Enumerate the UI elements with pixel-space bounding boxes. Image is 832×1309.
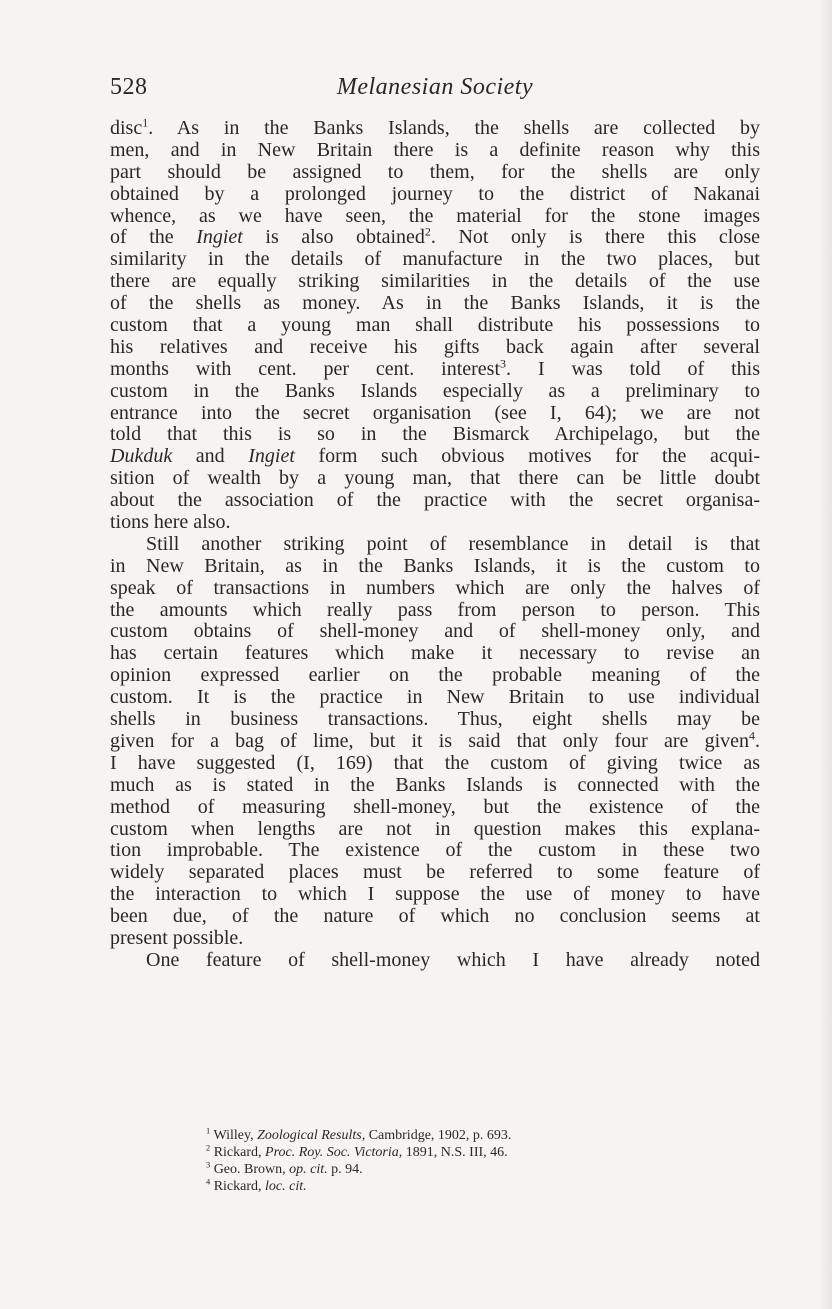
text-line: similarity in the details of manufacture in the two places, but — [110, 248, 760, 271]
text-line: months with cent. per cent. interest$^3$. I was told of this — [110, 356, 761, 380]
footnote: $^1$ Willey, Zoological Results, Cambridge, 1902, p. 693. — [206, 1126, 512, 1143]
text-line: men, and in New Britain there is a definite reason why this — [110, 138, 760, 161]
text-line: sition of wealth by a young man, that there can be little doubt — [110, 467, 760, 490]
text-line: entrance into the secret organisation (see I, 64); we are not — [110, 401, 760, 424]
text-line: custom when lengths are not in question makes this explana- — [110, 817, 760, 840]
text-line: One feature of shell-money which I have already noted — [146, 948, 760, 971]
footnotes — [206, 1127, 666, 1195]
text-line: shells in business transactions. Thus, eight shells may be — [110, 708, 760, 731]
text-line: widely separated places must be referred to some feature of — [110, 861, 760, 884]
page-number: 528 — [110, 74, 148, 100]
page-header — [110, 74, 760, 106]
text-line: custom obtains of shell-money and of shell-money only, and — [110, 620, 760, 643]
text-line: custom in the Banks Islands especially as a preliminary to — [110, 379, 760, 402]
text-line: method of measuring shell-money, but the existence of the — [110, 795, 760, 818]
text-line: has certain features which make it necessary to revise an — [110, 642, 760, 665]
text-line: in New Britain, as in the Banks Islands, it is the custom to — [110, 554, 760, 577]
text-line: of the shells as money. As in the Banks Islands, it is the — [110, 292, 760, 315]
text-line: obtained by a prolonged journey to the district of Nakanai — [110, 182, 760, 205]
text-line: Dukduk and Ingiet form such obvious motives for the acqui- — [110, 445, 760, 468]
text-line: part should be assigned to them, for the shells are only — [110, 160, 760, 183]
text-line: whence, as we have seen, the material for the stone images — [110, 204, 760, 227]
text-line: his relatives and receive his gifts back again after several — [110, 335, 760, 358]
text-line: much as is stated in the Banks Islands is connected with the — [110, 773, 760, 796]
text-line: told that this is so in the Bismarck Archipelago, but the — [110, 423, 760, 446]
text-line: the amounts which really pass from person to person. This — [110, 598, 760, 621]
text-line: custom. It is the practice in New Britain to use individual — [110, 686, 760, 709]
running-title: Melanesian Society — [336, 74, 534, 100]
text-line: there are equally striking similarities in the details of the use — [110, 270, 760, 293]
text-line: about the association of the practice with the secret organisa- — [110, 489, 760, 512]
text-line: I have suggested (I, 169) that the custom of giving twice as — [110, 751, 760, 774]
text-line: present possible. — [110, 926, 244, 949]
footnote: $^3$ Geo. Brown, op. cit. p. 94. — [206, 1160, 363, 1177]
text-line: opinion expressed earlier on the probable meaning of the — [110, 664, 760, 687]
text-line: Still another striking point of resemblance in detail is that — [146, 532, 760, 555]
page-edge-shadow — [818, 0, 832, 1309]
text-line: disc$^1$. As in the Banks Islands, the shells are collected by — [110, 115, 760, 139]
text-line: the interaction to which I suppose the use of money to have — [110, 883, 760, 906]
text-line: tions here also. — [110, 511, 231, 534]
footnote: $^2$ Rickard, Proc. Roy. Soc. Victoria, 1891, N.S. III, 46. — [206, 1143, 508, 1160]
text-line: been due, of the nature of which no conclusion seems at — [110, 905, 760, 928]
body-text — [110, 115, 761, 972]
text-line: tion improbable. The existence of the custom in these two — [110, 839, 760, 862]
text-line: given for a bag of lime, but it is said that only four are given$^4$. — [110, 728, 760, 752]
text-line: of the Ingiet is also obtained$^2$. Not only is there this close — [110, 224, 761, 249]
text-line: custom that a young man shall distribute his possessions to — [110, 314, 760, 337]
footnote: $^4$ Rickard, loc. cit. — [206, 1177, 307, 1194]
text-line: speak of transactions in numbers which are only the halves of — [110, 576, 760, 599]
